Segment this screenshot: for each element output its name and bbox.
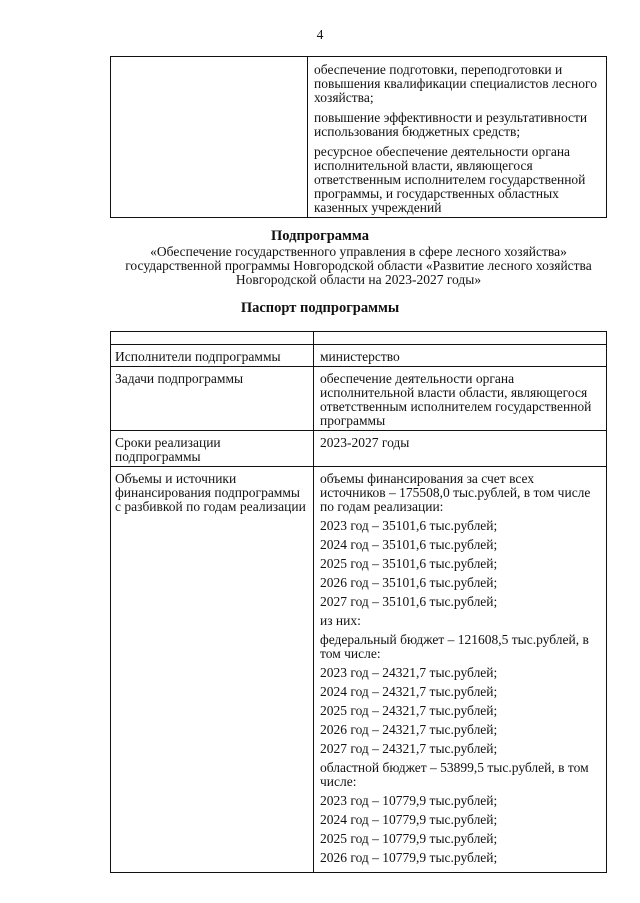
passport-heading: Паспорт подпрограммы — [240, 300, 400, 316]
objective-item: повышение эффективности и результативности использования бюджетных средств; — [314, 110, 588, 139]
funding-item: 2027 год – 35101,6 тыс.рублей; — [320, 594, 498, 609]
funding-item: 2023 год – 10779,9 тыс.рублей; — [320, 793, 498, 808]
passport-table — [110, 331, 607, 873]
objective-item: обеспечение подготовки, переподготовки и повышения квалификации специалистов лесного хозяйства; — [314, 62, 597, 105]
funding-item: объемы финансирования за счет всех источников – 175508,0 тыс.рублей, в том числе по годам реализации: — [320, 471, 591, 514]
funding-item: 2026 год – 24321,7 тыс.рублей; — [320, 722, 498, 737]
funding-item: федеральный бюджет – 121608,5 тыс.рублей, в том числе: — [320, 632, 589, 661]
executors-label: Исполнители подпрограммы — [111, 345, 314, 367]
funding-item: 2025 год – 35101,6 тыс.рублей; — [320, 556, 498, 571]
tasks-label: Задачи подпрограммы — [111, 367, 314, 431]
spacer-cell — [111, 332, 314, 345]
funding-item: 2023 год – 35101,6 тыс.рублей; — [320, 518, 498, 533]
funding-item: 2025 год – 24321,7 тыс.рублей; — [320, 703, 498, 718]
empty-cell — [111, 57, 308, 218]
table-row — [111, 367, 607, 431]
funding-item: 2024 год – 24321,7 тыс.рублей; — [320, 684, 498, 699]
terms-label: Сроки реализации подпрограммы — [111, 431, 314, 467]
funding-item: 2026 год – 35101,6 тыс.рублей; — [320, 575, 498, 590]
objective-item: ресурсное обеспечение деятельности органа исполнительной власти, являющегося ответственным исполнителем государственной программы, и государственных областных казенных учреждений — [314, 144, 586, 215]
funding-item: 2026 год – 10779,9 тыс.рублей; — [320, 850, 498, 865]
table-row — [111, 467, 607, 873]
subprogram-name: «Обеспечение государственного управления в сфере лесного хозяйства» государственной программы Новгородской области «Развитие лесного хозяйства Новгородской области на 2023-2027 годы» — [125, 244, 592, 287]
funding-item: 2024 год – 10779,9 тыс.рублей; — [320, 812, 498, 827]
executors-value: министерство — [314, 345, 607, 367]
funding-item: 2027 год – 24321,7 тыс.рублей; — [320, 741, 498, 756]
subprogram-heading: Подпрограмма — [271, 228, 369, 244]
funding-item: из них: — [320, 613, 361, 628]
funding-item: 2025 год – 10779,9 тыс.рублей; — [320, 831, 498, 846]
funding-item: областной бюджет – 53899,5 тыс.рублей, в том числе: — [320, 760, 589, 789]
page-number: 4 — [316, 27, 324, 42]
continuation-table — [110, 56, 607, 218]
table-row — [111, 57, 607, 218]
terms-value: 2023-2027 годы — [314, 431, 607, 467]
funding-item: 2024 год – 35101,6 тыс.рублей; — [320, 537, 498, 552]
table-row — [111, 431, 607, 467]
funding-label: Объемы и источники финансирования подпрограммы с разбивкой по годам реализации — [111, 467, 314, 873]
tasks-value: обеспечение деятельности органа исполнительной власти области, являющегося ответственным исполнителем государственной программы — [314, 367, 607, 431]
table-row — [111, 332, 607, 345]
funding-value — [314, 467, 607, 873]
funding-item: 2023 год – 24321,7 тыс.рублей; — [320, 665, 498, 680]
table-row — [111, 345, 607, 367]
objectives-cell — [308, 57, 607, 218]
spacer-cell — [314, 332, 607, 345]
